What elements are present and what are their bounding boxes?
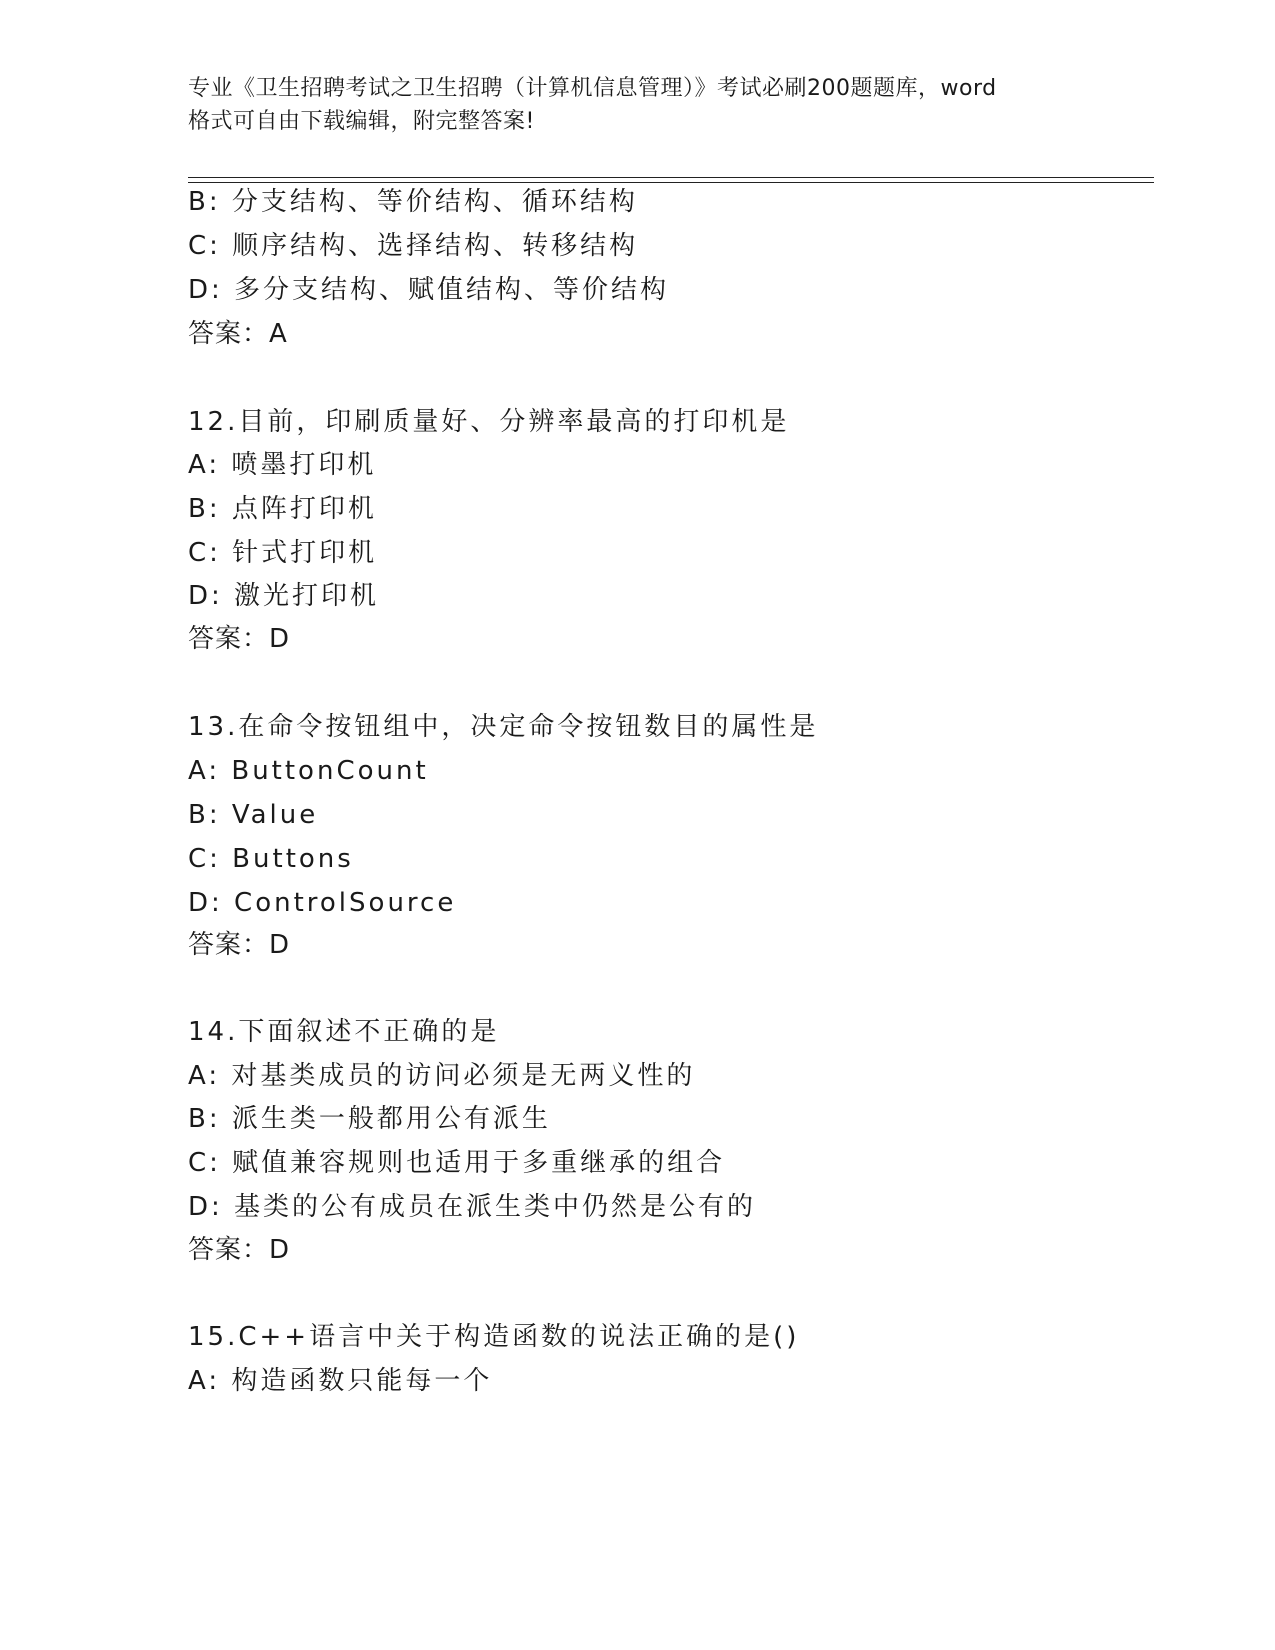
q11-option-b: B: 分支结构、等价结构、循环结构 xyxy=(188,187,638,217)
q14-option-b: B: 派生类一般都用公有派生 xyxy=(188,1104,551,1134)
q12-answer: 答案：D xyxy=(188,624,291,654)
q13-question: 13.在命令按钮组中，决定命令按钮数目的属性是 xyxy=(188,712,819,742)
q11-answer: 答案：A xyxy=(188,319,288,349)
q14-answer: 答案：D xyxy=(188,1235,291,1265)
header-rule-top xyxy=(188,177,1154,178)
document-header xyxy=(188,72,1088,138)
q14-option-c: C: 赋值兼容规则也适用于多重继承的组合 xyxy=(188,1148,726,1178)
q12-option-c: C: 针式打印机 xyxy=(188,538,378,568)
q13-option-d: D: ControlSource xyxy=(188,888,457,918)
q12-option-d: D: 激光打印机 xyxy=(188,581,380,611)
q13-option-b: B: Value xyxy=(188,800,319,830)
header-line-2: 格式可自由下载编辑，附完整答案! xyxy=(188,109,535,134)
q15-option-a: A: 构造函数只能每一个 xyxy=(188,1366,493,1396)
q11-option-d: D: 多分支结构、赋值结构、等价结构 xyxy=(188,275,670,305)
q15-question: 15.C++语言中关于构造函数的说法正确的是() xyxy=(188,1322,800,1352)
q14-option-d: D: 基类的公有成员在派生类中仍然是公有的 xyxy=(188,1192,757,1222)
q14-question: 14.下面叙述不正确的是 xyxy=(188,1017,500,1047)
header-line-1: 专业《卫生招聘考试之卫生招聘（计算机信息管理）》考试必刷200题题库，word xyxy=(188,76,997,101)
q13-option-c: C: Buttons xyxy=(188,844,354,874)
q14-option-a: A: 对基类成员的访问必须是无两义性的 xyxy=(188,1061,696,1091)
q11-option-c: C: 顺序结构、选择结构、转移结构 xyxy=(188,231,639,261)
q12-question: 12.目前，印刷质量好、分辨率最高的打印机是 xyxy=(188,407,790,437)
header-rule-bottom xyxy=(188,182,1154,183)
q13-option-a: A: ButtonCount xyxy=(188,756,429,786)
q13-answer: 答案：D xyxy=(188,930,291,960)
q12-option-b: B: 点阵打印机 xyxy=(188,494,377,524)
q12-option-a: A: 喷墨打印机 xyxy=(188,450,377,480)
